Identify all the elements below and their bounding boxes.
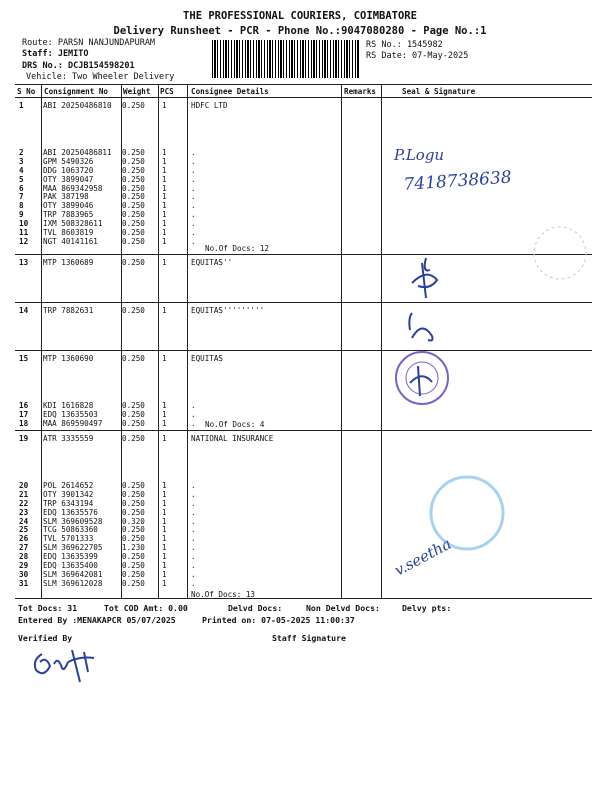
row-weight: 0.250 bbox=[122, 236, 145, 246]
row-consignee: . bbox=[191, 147, 196, 157]
row-consignee: HDFC LTD bbox=[191, 101, 228, 110]
rs-number: RS No.: 1545982 bbox=[366, 40, 443, 50]
row-consignee: . bbox=[191, 498, 196, 508]
row-consignee: . bbox=[191, 219, 196, 229]
row-weight: 0.250 bbox=[122, 174, 145, 184]
row-consignee: . bbox=[191, 236, 196, 246]
row-pcs: 1 bbox=[162, 525, 167, 535]
row-pcs: 1 bbox=[162, 434, 167, 443]
row-consignee: . bbox=[191, 534, 196, 544]
row-consignment-no: POL 2614652 bbox=[43, 480, 94, 490]
row-weight: 0.250 bbox=[122, 165, 145, 175]
row-weight: 0.250 bbox=[122, 489, 145, 499]
row-consignee: . bbox=[191, 552, 196, 562]
col-pcs: PCS bbox=[160, 87, 174, 96]
col-sno: S No bbox=[17, 87, 36, 96]
table-divider bbox=[158, 84, 159, 598]
row-sno: 15 bbox=[19, 354, 29, 363]
rs-date: RS Date: 07-May-2025 bbox=[366, 51, 469, 61]
row-weight: 0.320 bbox=[122, 516, 145, 526]
total-docs: Tot Docs: 31 bbox=[18, 603, 78, 613]
table-divider bbox=[187, 84, 188, 598]
row-weight: 0.250 bbox=[122, 569, 145, 579]
row-sno: 13 bbox=[19, 258, 29, 267]
group-docs-count: No.Of Docs: 12 bbox=[205, 244, 270, 253]
round-stamp-icon bbox=[396, 352, 448, 404]
row-pcs: 1 bbox=[162, 174, 167, 184]
row-sno: 3 bbox=[19, 156, 24, 166]
row-consignment-no: MTP 1360690 bbox=[43, 354, 94, 363]
row-sno: 8 bbox=[19, 201, 24, 211]
row-weight: 0.250 bbox=[122, 480, 145, 490]
table-bottom-border bbox=[15, 598, 592, 599]
col-remarks: Remarks bbox=[344, 87, 377, 96]
row-consignee: EQUITAS'' bbox=[191, 258, 233, 267]
row-weight: 0.250 bbox=[122, 409, 145, 419]
row-consignment-no: TRP 7882631 bbox=[43, 306, 94, 315]
row-weight: 0.250 bbox=[122, 201, 145, 211]
row-weight: 0.250 bbox=[122, 552, 145, 562]
row-consignee: . bbox=[191, 569, 196, 579]
row-consignee: . bbox=[191, 489, 196, 499]
drs-label: DRS No.: DCJB154598201 bbox=[22, 61, 135, 71]
row-sno: 4 bbox=[19, 165, 24, 175]
row-pcs: 1 bbox=[162, 409, 167, 419]
row-weight: 0.250 bbox=[122, 525, 145, 535]
handwritten-name: P.Logu bbox=[394, 146, 445, 164]
row-consignment-no: KDI 1616828 bbox=[43, 400, 94, 410]
row-pcs: 1 bbox=[162, 552, 167, 562]
signature-scribble-icon bbox=[409, 313, 432, 341]
row-consignment-no: TVL 5701333 bbox=[43, 534, 94, 544]
row-pcs: 1 bbox=[162, 101, 167, 110]
row-pcs: 1 bbox=[162, 507, 167, 517]
row-pcs: 1 bbox=[162, 354, 167, 363]
row-consignee: . bbox=[191, 156, 196, 166]
non-delivered-docs: Non Delvd Docs: bbox=[306, 603, 380, 613]
row-pcs: 1 bbox=[162, 480, 167, 490]
row-sno: 25 bbox=[19, 525, 29, 535]
row-consignment-no: MTP 1360689 bbox=[43, 258, 94, 267]
delivered-docs: Delvd Docs: bbox=[228, 603, 283, 613]
group-docs-count: No.Of Docs: 13 bbox=[191, 590, 256, 599]
row-consignee: . bbox=[191, 507, 196, 517]
handwritten-phone: 7418738638 bbox=[402, 167, 513, 195]
row-weight: 0.250 bbox=[122, 101, 145, 110]
row-sno: 29 bbox=[19, 561, 29, 570]
row-pcs: 1 bbox=[162, 578, 167, 588]
row-consignee: . bbox=[191, 525, 196, 535]
printed-on: Printed on: 07-05-2025 11:00:37 bbox=[202, 615, 355, 625]
row-weight: 0.250 bbox=[122, 147, 145, 157]
row-weight: 0.250 bbox=[122, 534, 145, 544]
row-sno: 28 bbox=[19, 552, 29, 562]
row-weight: 0.250 bbox=[122, 210, 145, 220]
row-weight: 0.250 bbox=[122, 156, 145, 166]
row-consignment-no: ABI 20250486811 bbox=[43, 147, 112, 157]
row-consignment-no: DDG 1063720 bbox=[43, 165, 94, 175]
row-pcs: 1 bbox=[162, 147, 167, 157]
vehicle-label: Vehicle: Two Wheeler Delivery bbox=[26, 72, 175, 82]
row-pcs: 1 bbox=[162, 561, 167, 570]
row-pcs: 1 bbox=[162, 498, 167, 508]
row-pcs: 1 bbox=[162, 258, 167, 267]
row-consignee: . bbox=[191, 192, 196, 202]
row-weight: 1.230 bbox=[122, 543, 145, 553]
row-consignment-no: GPM 5490326 bbox=[43, 156, 94, 166]
col-weight: Weight bbox=[123, 87, 151, 96]
row-consignment-no: ABI 20250486810 bbox=[43, 101, 112, 110]
row-consignment-no: SLM 369612028 bbox=[43, 578, 103, 588]
row-weight: 0.250 bbox=[122, 306, 145, 315]
faint-stamp-icon bbox=[534, 227, 586, 279]
row-consignee: . bbox=[191, 516, 196, 526]
row-consignment-no: TRP 7883965 bbox=[43, 210, 94, 220]
row-consignee: . bbox=[191, 210, 196, 220]
row-sno: 14 bbox=[19, 306, 29, 315]
handwritten-signature: v.seetha bbox=[391, 534, 455, 580]
row-pcs: 1 bbox=[162, 418, 167, 428]
row-pcs: 1 bbox=[162, 165, 167, 175]
row-consignment-no: OTY 3901342 bbox=[43, 489, 94, 499]
row-sno: 9 bbox=[19, 210, 24, 220]
row-sno: 20 bbox=[19, 480, 29, 490]
row-consignee: . bbox=[191, 228, 196, 237]
row-weight: 0.250 bbox=[122, 192, 145, 202]
row-sno: 31 bbox=[19, 578, 29, 588]
row-sno: 27 bbox=[19, 543, 29, 553]
row-sno: 30 bbox=[19, 569, 29, 579]
row-sno: 21 bbox=[19, 489, 29, 499]
round-stamp-inner-icon bbox=[406, 362, 438, 394]
row-consignee: . bbox=[191, 409, 196, 419]
row-consignee: . bbox=[191, 165, 196, 175]
row-sno: 10 bbox=[19, 219, 29, 229]
row-pcs: 1 bbox=[162, 400, 167, 410]
row-consignment-no: TCG 50863360 bbox=[43, 525, 98, 535]
runsheet-subtitle: Delivery Runsheet - PCR - Phone No.:9047080280 - Page No.:1 bbox=[113, 25, 487, 37]
row-sno: 23 bbox=[19, 507, 29, 517]
row-pcs: 1 bbox=[162, 219, 167, 229]
row-weight: 0.250 bbox=[122, 498, 145, 508]
staff-signature-label: Staff Signature bbox=[272, 633, 346, 643]
row-pcs: 1 bbox=[162, 201, 167, 211]
row-consignment-no: EDQ 13635576 bbox=[43, 507, 98, 517]
row-consignee: . bbox=[191, 543, 196, 553]
row-consignee: . bbox=[191, 400, 196, 410]
row-sno: 2 bbox=[19, 147, 24, 157]
row-sno: 11 bbox=[19, 228, 29, 237]
row-consignment-no: SLM 369609528 bbox=[43, 516, 103, 526]
row-consignee: NATIONAL INSURANCE bbox=[191, 434, 274, 443]
row-consignee: EQUITAS bbox=[191, 354, 224, 363]
delivery-points: Delvy pts: bbox=[402, 603, 452, 613]
col-consignee: Consignee Details bbox=[191, 87, 269, 96]
row-weight: 0.250 bbox=[122, 228, 145, 237]
row-sno: 16 bbox=[19, 400, 29, 410]
row-sno: 1 bbox=[19, 101, 24, 110]
row-sno: 6 bbox=[19, 183, 24, 193]
row-weight: 0.250 bbox=[122, 507, 145, 517]
col-seal-signature: Seal & Signature bbox=[402, 87, 476, 96]
row-pcs: 1 bbox=[162, 534, 167, 544]
row-consignment-no: TRP 6343194 bbox=[43, 498, 94, 508]
row-consignee: . bbox=[191, 578, 196, 588]
row-sno: 12 bbox=[19, 236, 29, 246]
row-consignment-no: EDQ 13635503 bbox=[43, 409, 98, 419]
table-top-border bbox=[15, 84, 592, 85]
row-pcs: 1 bbox=[162, 306, 167, 315]
company-title: THE PROFESSIONAL COURIERS, COIMBATORE bbox=[183, 10, 417, 22]
row-pcs: 1 bbox=[162, 156, 167, 166]
row-consignment-no: MAA 869342958 bbox=[43, 183, 103, 193]
row-sno: 22 bbox=[19, 498, 29, 508]
entered-by: Entered By :MENAKAPCR 05/07/2025 bbox=[18, 615, 176, 625]
row-consignee: EQUITAS''''''''' bbox=[191, 306, 265, 315]
col-consignment: Consignment No bbox=[44, 87, 109, 96]
row-consignment-no: SLM 369622705 bbox=[43, 543, 103, 553]
row-sno: 26 bbox=[19, 534, 29, 544]
row-consignee: . bbox=[191, 174, 196, 184]
verified-by-label: Verified By bbox=[18, 633, 73, 643]
row-sno: 17 bbox=[19, 409, 29, 419]
row-consignment-no: SLM 369642081 bbox=[43, 569, 103, 579]
row-weight: 0.250 bbox=[122, 561, 145, 570]
total-cod-amount: Tot COD Amt: 0.00 bbox=[104, 603, 188, 613]
row-sno: 24 bbox=[19, 516, 29, 526]
staff-label: Staff: JEMITO bbox=[22, 49, 89, 59]
row-pcs: 1 bbox=[162, 210, 167, 220]
row-consignment-no: TVL 8603819 bbox=[43, 228, 94, 237]
row-consignment-no: ATR 3335559 bbox=[43, 434, 94, 443]
row-sno: 7 bbox=[19, 192, 24, 202]
row-consignment-no: NGT 40141161 bbox=[43, 236, 98, 246]
route-label: Route: PARSN NANJUNDAPURAM bbox=[22, 38, 156, 48]
row-weight: 0.250 bbox=[122, 578, 145, 588]
row-weight: 0.250 bbox=[122, 258, 145, 267]
row-pcs: 1 bbox=[162, 192, 167, 202]
signature-area bbox=[382, 98, 592, 598]
row-pcs: 1 bbox=[162, 489, 167, 499]
row-consignment-no: EDQ 13635400 bbox=[43, 561, 98, 570]
verifier-signature-icon bbox=[28, 642, 108, 687]
table-divider bbox=[41, 84, 42, 598]
row-sno: 19 bbox=[19, 434, 29, 443]
row-consignment-no: OTY 3899046 bbox=[43, 201, 94, 211]
row-weight: 0.250 bbox=[122, 183, 145, 193]
row-consignee: . bbox=[191, 480, 196, 490]
row-weight: 0.250 bbox=[122, 219, 145, 229]
barcode-image bbox=[212, 40, 360, 78]
row-weight: 0.250 bbox=[122, 400, 145, 410]
group-docs-count: No.Of Docs: 4 bbox=[205, 420, 265, 429]
row-pcs: 1 bbox=[162, 543, 167, 553]
row-pcs: 1 bbox=[162, 228, 167, 237]
row-pcs: 1 bbox=[162, 236, 167, 246]
row-consignee: . bbox=[191, 201, 196, 211]
row-pcs: 1 bbox=[162, 516, 167, 526]
row-weight: 0.250 bbox=[122, 434, 145, 443]
row-weight: 0.250 bbox=[122, 354, 145, 363]
row-consignment-no: IXM 508328611 bbox=[43, 219, 103, 229]
row-pcs: 1 bbox=[162, 569, 167, 579]
row-weight: 0.250 bbox=[122, 418, 145, 428]
signature-scribble-icon bbox=[412, 258, 437, 298]
row-consignee: . bbox=[191, 561, 196, 570]
row-consignment-no: OTY 3899047 bbox=[43, 174, 94, 184]
row-consignment-no: MAA 869590497 bbox=[43, 418, 103, 428]
row-pcs: 1 bbox=[162, 183, 167, 193]
row-consignee: . bbox=[191, 418, 196, 428]
table-divider bbox=[341, 84, 342, 598]
row-consignment-no: PAK 387198 bbox=[43, 192, 89, 202]
row-sno: 5 bbox=[19, 174, 24, 184]
row-consignee: . bbox=[191, 183, 196, 193]
row-sno: 18 bbox=[19, 418, 29, 428]
row-consignment-no: EDQ 13635399 bbox=[43, 552, 98, 562]
